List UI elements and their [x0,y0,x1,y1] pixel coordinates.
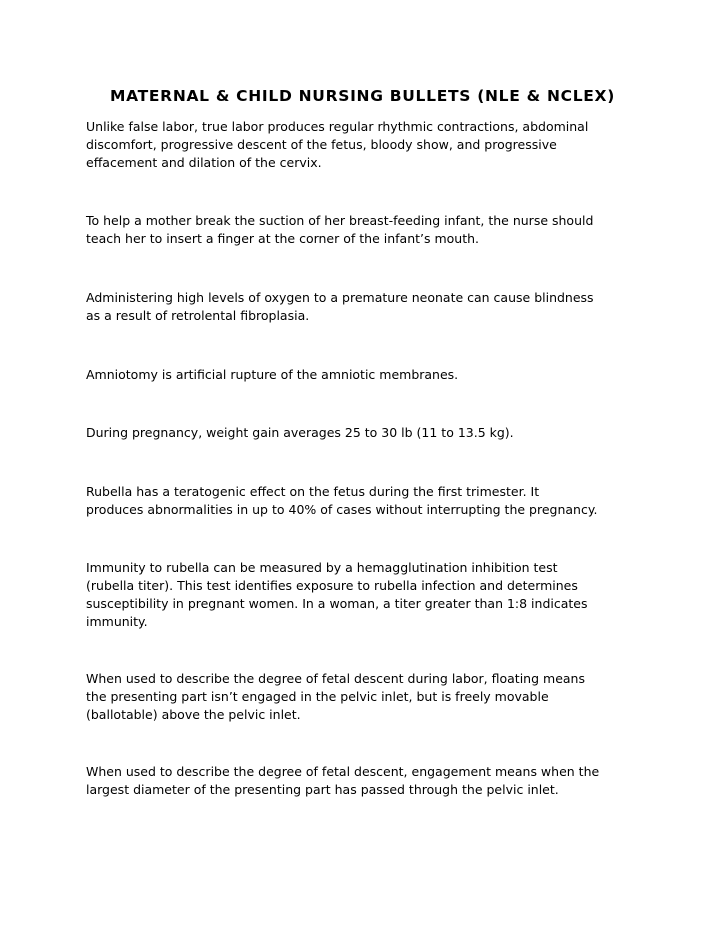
document-title: MATERNAL & CHILD NURSING BULLETS (NLE & NCLEX) [110,87,615,105]
paragraph-rubella-immunity: Immunity to rubella can be measured by a hemagglutination inhibition test (rubella titer). This test identifies exposure to rubella infection and determines susceptibility in pregnant women. In a woman, a titer greater than 1:8 indicates immunity. [86,560,588,629]
paragraph-true-labor: Unlike false labor, true labor produces regular rhythmic contractions, abdominal discomfort, progressive descent of the fetus, bloody show, and progressive effacement and dilation of the cervix. [86,119,589,170]
paragraph-rubella-effect: Rubella has a teratogenic effect on the fetus during the first trimester. It produces abnormalities in up to 40% of cases without interrupting the pregnancy. [86,484,598,517]
paragraph-engagement: When used to describe the degree of fetal descent, engagement means when the largest diameter of the presenting part has passed through the pelvic inlet. [86,764,600,797]
paragraph-breast-feeding: To help a mother break the suction of her breast-feeding infant, the nurse should teach her to insert a finger at the corner of the infant’s mouth. [86,213,594,246]
paragraph-weight-gain: During pregnancy, weight gain averages 25 to 30 lb (11 to 13.5 kg). [86,425,514,440]
paragraph-amniotomy: Amniotomy is artificial rupture of the amniotic membranes. [86,367,459,382]
paragraph-oxygen-neonate: Administering high levels of oxygen to a premature neonate can cause blindness as a result of retrolental fibroplasia. [86,290,594,323]
paragraph-floating: When used to describe the degree of fetal descent during labor, floating means the presenting part isn’t engaged in the pelvic inlet, but is freely movable (ballotable) above the pelvic inlet. [86,671,585,722]
